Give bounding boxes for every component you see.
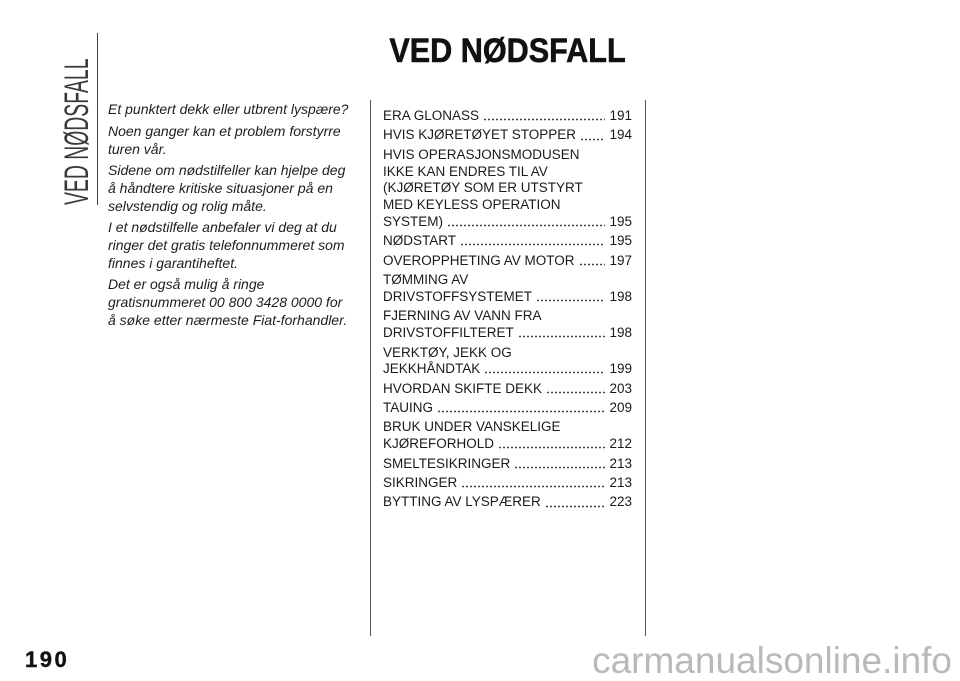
side-tab-label: VED NØDSFALL bbox=[58, 58, 96, 206]
toc-entry-title: HVIS KJØRETØYET STOPPER bbox=[383, 127, 577, 143]
toc-entry-difficult-conditions[interactable] bbox=[383, 419, 632, 453]
toc-entry-last-line bbox=[383, 456, 632, 473]
toc-page-number: 213 bbox=[609, 455, 632, 471]
toc-entry-last-line bbox=[383, 381, 632, 398]
toc-entry-engine-overheating[interactable] bbox=[383, 253, 632, 270]
intro-line: finnes i garantiheftet. bbox=[108, 255, 238, 271]
toc-entry-title-line: HVIS OPERASJONSMODUSEN bbox=[383, 146, 580, 162]
toc-page-number: 213 bbox=[609, 475, 632, 491]
dot-leader bbox=[514, 466, 605, 469]
toc-entry-last-line bbox=[383, 108, 632, 125]
intro-line: selvstendig og rolig måte. bbox=[108, 198, 267, 214]
toc-entry-last-line bbox=[383, 436, 632, 453]
toc-entry-title: NØDSTART bbox=[383, 233, 457, 249]
intro-paragraph bbox=[108, 218, 363, 272]
intro-line: Det er også mulig å ringe bbox=[108, 276, 265, 292]
toc-entry-fuel-system-draining[interactable] bbox=[383, 272, 632, 306]
toc-entry-fuses[interactable] bbox=[383, 475, 632, 492]
toc-entry-title: DRIVSTOFFSYSTEMET bbox=[383, 288, 533, 304]
toc-entry-last-line bbox=[383, 127, 632, 144]
intro-line: Sidene om nødstilfeller kan hjelpe deg bbox=[108, 162, 346, 178]
toc-entry-title-line: IKKE KAN ENDRES TIL AV bbox=[383, 163, 548, 179]
toc-page-number: 198 bbox=[609, 325, 632, 341]
side-tab-divider bbox=[97, 33, 98, 205]
toc-page-number: 191 bbox=[609, 108, 632, 123]
toc-page-number: 203 bbox=[609, 380, 632, 396]
toc-entry-fuel-filter-water-removal[interactable] bbox=[383, 308, 632, 342]
toc-entry-last-line bbox=[383, 475, 632, 492]
toc-entry-title: JEKKHÅNDTAK bbox=[383, 361, 481, 377]
toc-entry-emergency-start[interactable] bbox=[383, 233, 632, 250]
toc-entry-last-line bbox=[383, 494, 632, 511]
dot-leader bbox=[546, 391, 605, 394]
dot-leader bbox=[579, 263, 606, 266]
intro-line: Noen ganger kan et problem forstyrre bbox=[108, 123, 341, 139]
toc-entry-title-line: VERKTØY, JEKK OG bbox=[383, 344, 512, 360]
intro-line: å håndtere kritiske situasjoner på en bbox=[108, 180, 333, 196]
toc-entry-last-line bbox=[383, 253, 632, 270]
dot-leader bbox=[461, 485, 605, 488]
toc-page-number: 194 bbox=[609, 127, 632, 143]
intro-paragraph bbox=[108, 275, 363, 329]
toc-entry-bulb-replacement[interactable] bbox=[383, 494, 632, 511]
toc-entry-title: BYTTING AV LYSPÆRER bbox=[383, 494, 541, 510]
toc-entry-era-glonass[interactable] bbox=[383, 108, 632, 125]
intro-line: å søke etter nærmeste Fiat-forhandler. bbox=[108, 312, 348, 328]
column-divider-right bbox=[645, 100, 646, 636]
toc-entry-title-line: FJERNING AV VANN FRA bbox=[383, 308, 542, 324]
intro-line: ringer det gratis telefonnummeret som bbox=[108, 237, 345, 253]
toc-entry-title: DRIVSTOFFILTERET bbox=[383, 325, 514, 341]
toc-entry-title-line: TØMMING AV bbox=[383, 272, 469, 288]
toc-entry-title: SYSTEM) bbox=[383, 213, 444, 229]
dot-leader bbox=[483, 118, 605, 121]
dot-leader bbox=[545, 505, 606, 508]
toc-entry-title: SMELTESIKRINGER bbox=[383, 455, 511, 471]
toc-entry-title: SIKRINGER bbox=[383, 475, 458, 491]
toc-entry-last-line bbox=[383, 325, 632, 342]
toc-entry-towing[interactable] bbox=[383, 400, 632, 417]
toc-entry-title: ERA GLONASS bbox=[383, 108, 480, 123]
intro-paragraph bbox=[108, 122, 363, 158]
dot-leader bbox=[536, 299, 605, 302]
toc-entry-last-line bbox=[383, 214, 632, 231]
toc-entry-main-fuses[interactable] bbox=[383, 456, 632, 473]
dot-leader bbox=[437, 410, 605, 413]
toc-page-number: 197 bbox=[609, 252, 632, 268]
dot-leader bbox=[518, 335, 606, 338]
intro-line: I et nødstilfelle anbefaler vi deg at du bbox=[108, 219, 337, 235]
dot-leader bbox=[460, 243, 605, 246]
toc-entry-title-line: BRUK UNDER VANSKELIGE bbox=[383, 419, 561, 435]
toc-entry-title: KJØREFORHOLD bbox=[383, 436, 495, 452]
intro-line: Et punktert dekk eller utbrent lyspære? bbox=[108, 101, 349, 117]
intro-paragraph bbox=[108, 161, 363, 215]
toc-entry-last-line bbox=[383, 400, 632, 417]
intro-line: gratisnummeret 00 800 3428 0000 for bbox=[108, 294, 343, 310]
toc-entry-operation-mode[interactable] bbox=[383, 147, 632, 231]
toc-entry-tools-jack[interactable] bbox=[383, 345, 632, 379]
toc-page-number: 198 bbox=[609, 288, 632, 304]
toc-page-number: 212 bbox=[609, 436, 632, 452]
intro-paragraph bbox=[108, 100, 363, 118]
dot-leader bbox=[498, 446, 605, 449]
toc-page-number: 195 bbox=[609, 233, 632, 249]
toc-page-number: 199 bbox=[609, 361, 632, 377]
column-divider-left bbox=[370, 100, 371, 636]
toc-entry-vehicle-stopped[interactable] bbox=[383, 127, 632, 144]
toc-entry-title: TAUING bbox=[383, 400, 433, 416]
watermark: carmanualsonline.info bbox=[592, 640, 952, 681]
dot-leader bbox=[447, 224, 605, 227]
toc-entry-last-line bbox=[383, 289, 632, 306]
toc-entry-title-line: (KJØRETØY SOM ER UTSTYRT bbox=[383, 180, 583, 196]
toc-entry-title: OVEROPPHETING AV MOTOR bbox=[383, 252, 575, 268]
toc-page-number: 223 bbox=[609, 494, 632, 510]
toc-entry-title-line: MED KEYLESS OPERATION bbox=[383, 197, 561, 213]
intro-text bbox=[108, 100, 363, 332]
toc-entry-last-line bbox=[383, 361, 632, 378]
toc-entry-last-line bbox=[383, 233, 632, 250]
page-title: VED NØDSFALL bbox=[389, 32, 626, 70]
table-of-contents bbox=[383, 108, 632, 514]
toc-page-number: 195 bbox=[609, 213, 632, 229]
toc-page-number: 209 bbox=[609, 400, 632, 416]
toc-entry-title: HVORDAN SKIFTE DEKK bbox=[383, 380, 543, 396]
page-number: 190 bbox=[25, 647, 70, 672]
intro-line: turen vår. bbox=[108, 141, 167, 157]
toc-entry-tyre-change[interactable] bbox=[383, 381, 632, 398]
dot-leader bbox=[580, 138, 605, 141]
dot-leader bbox=[484, 371, 605, 374]
